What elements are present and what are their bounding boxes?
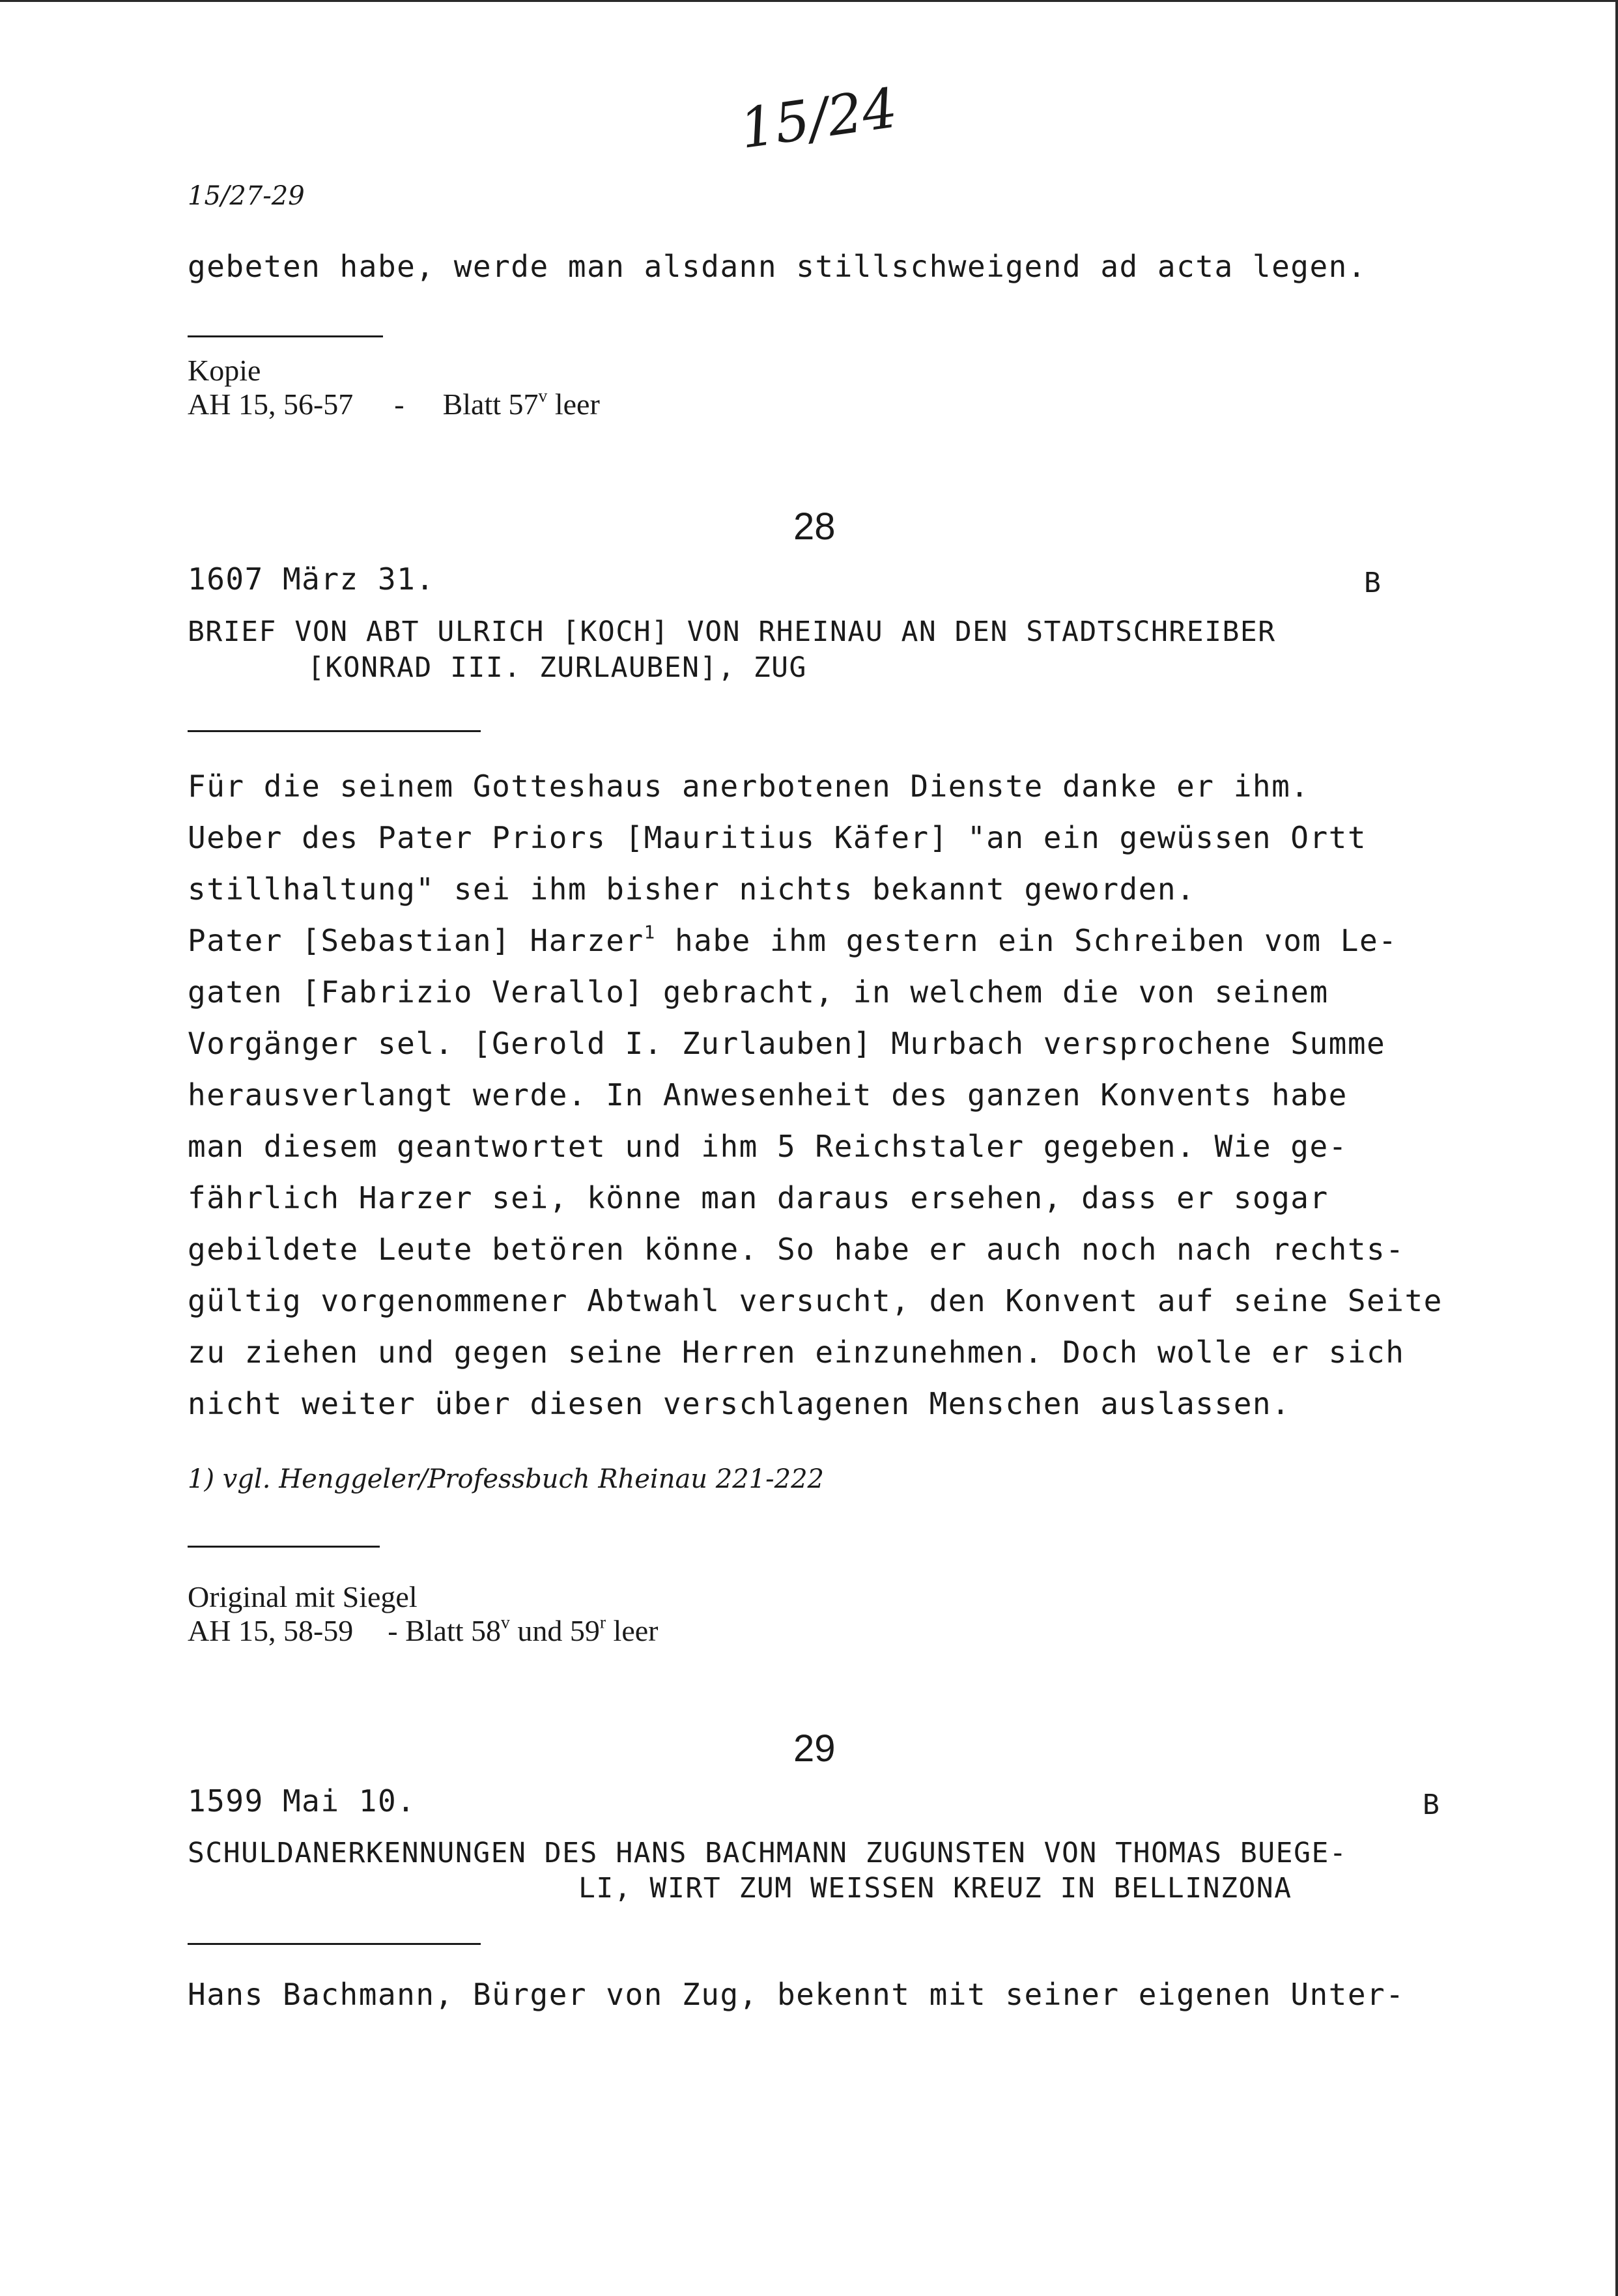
leer-note: leer (554, 388, 600, 421)
entry-summary (188, 761, 1555, 1430)
summary-line: gebildete Leute betören könne. So habe er auch noch nach rechts- (188, 1232, 1405, 1267)
verso-mark: v (501, 1611, 510, 1632)
archive-reference: AH 15, 56-57 (188, 388, 354, 421)
entry-date: 1607 März 31. (188, 561, 435, 597)
entry-title: SCHULDANERKENNUNGEN DES HANS BACHMANN ZUGUNSTEN VON THOMAS BUEGE- (188, 1837, 1348, 1869)
entry-date: 1599 Mai 10. (188, 1783, 416, 1819)
und-reference: und 59 (517, 1614, 600, 1647)
separator-rule (188, 1546, 380, 1548)
entry-type: B (1364, 567, 1382, 599)
page-reference: 15/27-29 (188, 181, 305, 211)
source-note-type: Original mit Siegel (188, 1580, 418, 1613)
recto-mark: r (599, 1611, 606, 1632)
summary-line: zu ziehen und gegen seine Herren einzunehmen. Doch wolle er sich (188, 1335, 1405, 1370)
source-note-reference (188, 387, 600, 421)
entry-number: 28 (793, 505, 836, 548)
summary-line: gültig vorgenommener Abtwahl versucht, den Konvent auf seine Seite (188, 1283, 1443, 1318)
dash: - (388, 1614, 398, 1647)
continuation-text: gebeten habe, werde man alsdann stillschweigend ad acta legen. (188, 249, 1367, 284)
source-note-reference (188, 1613, 658, 1648)
summary-line: nicht weiter über diesen verschlagenen Menschen auslassen. (188, 1386, 1291, 1421)
summary-line: Ueber des Pater Priors [Mauritius Käfer] "an ein gewüssen Ortt (188, 820, 1367, 855)
summary-line: Vorgänger sel. [Gerold I. Zurlauben] Murbach versprochene Summe (188, 1026, 1386, 1061)
summary-line: Hans Bachmann, Bürger von Zug, bekennt mit seiner eigenen Unter- (188, 1977, 1405, 2012)
summary-line: herausverlangt werde. In Anwesenheit des ganzen Konvents habe (188, 1077, 1348, 1113)
summary-line-with-footnote: Pater [Sebastian] Harzer$^1$ habe ihm gestern ein Schreiben vom Le- (188, 921, 1398, 958)
summary-line: Für die seinem Gotteshaus anerbotenen Dienste danke er ihm. (188, 769, 1310, 804)
verso-mark: v (538, 385, 548, 406)
blatt-reference: Blatt 58 (405, 1614, 502, 1647)
blatt-reference: Blatt 57 (442, 388, 539, 421)
leer-note: leer (613, 1614, 659, 1647)
entry-number: 29 (793, 1727, 836, 1770)
archive-reference: AH 15, 58-59 (188, 1614, 354, 1647)
handwritten-mark: 15/24 (736, 76, 901, 162)
separator-rule (188, 730, 481, 732)
summary-line: man diesem geantwortet und ihm 5 Reichstaler gegeben. Wie ge- (188, 1129, 1348, 1164)
dash: - (394, 388, 404, 421)
summary-line: stillhaltung" sei ihm bisher nichts bekannt geworden. (188, 872, 1196, 907)
entry-title: BRIEF VON ABT ULRICH [KOCH] VON RHEINAU AN DEN STADTSCHREIBER (188, 616, 1276, 648)
footnote: 1) vgl. Henggeler/Professbuch Rheinau 221-222 (188, 1464, 824, 1494)
source-note-type: Kopie (188, 354, 261, 387)
entry-type: B (1423, 1789, 1441, 1821)
entry-title-continued: [KONRAD III. ZURLAUBEN], ZUG (307, 651, 807, 684)
separator-rule (188, 1943, 481, 1945)
summary-line: gaten [Fabrizio Verallo] gebracht, in welchem die von seinem (188, 974, 1329, 1010)
footnote-mark: 1 (644, 921, 656, 943)
summary-line: fährlich Harzer sei, könne man daraus ersehen, dass er sogar (188, 1180, 1329, 1215)
separator-rule (188, 335, 383, 337)
entry-title-continued: LI, WIRT ZUM WEISSEN KREUZ IN BELLINZONA (578, 1872, 1292, 1905)
